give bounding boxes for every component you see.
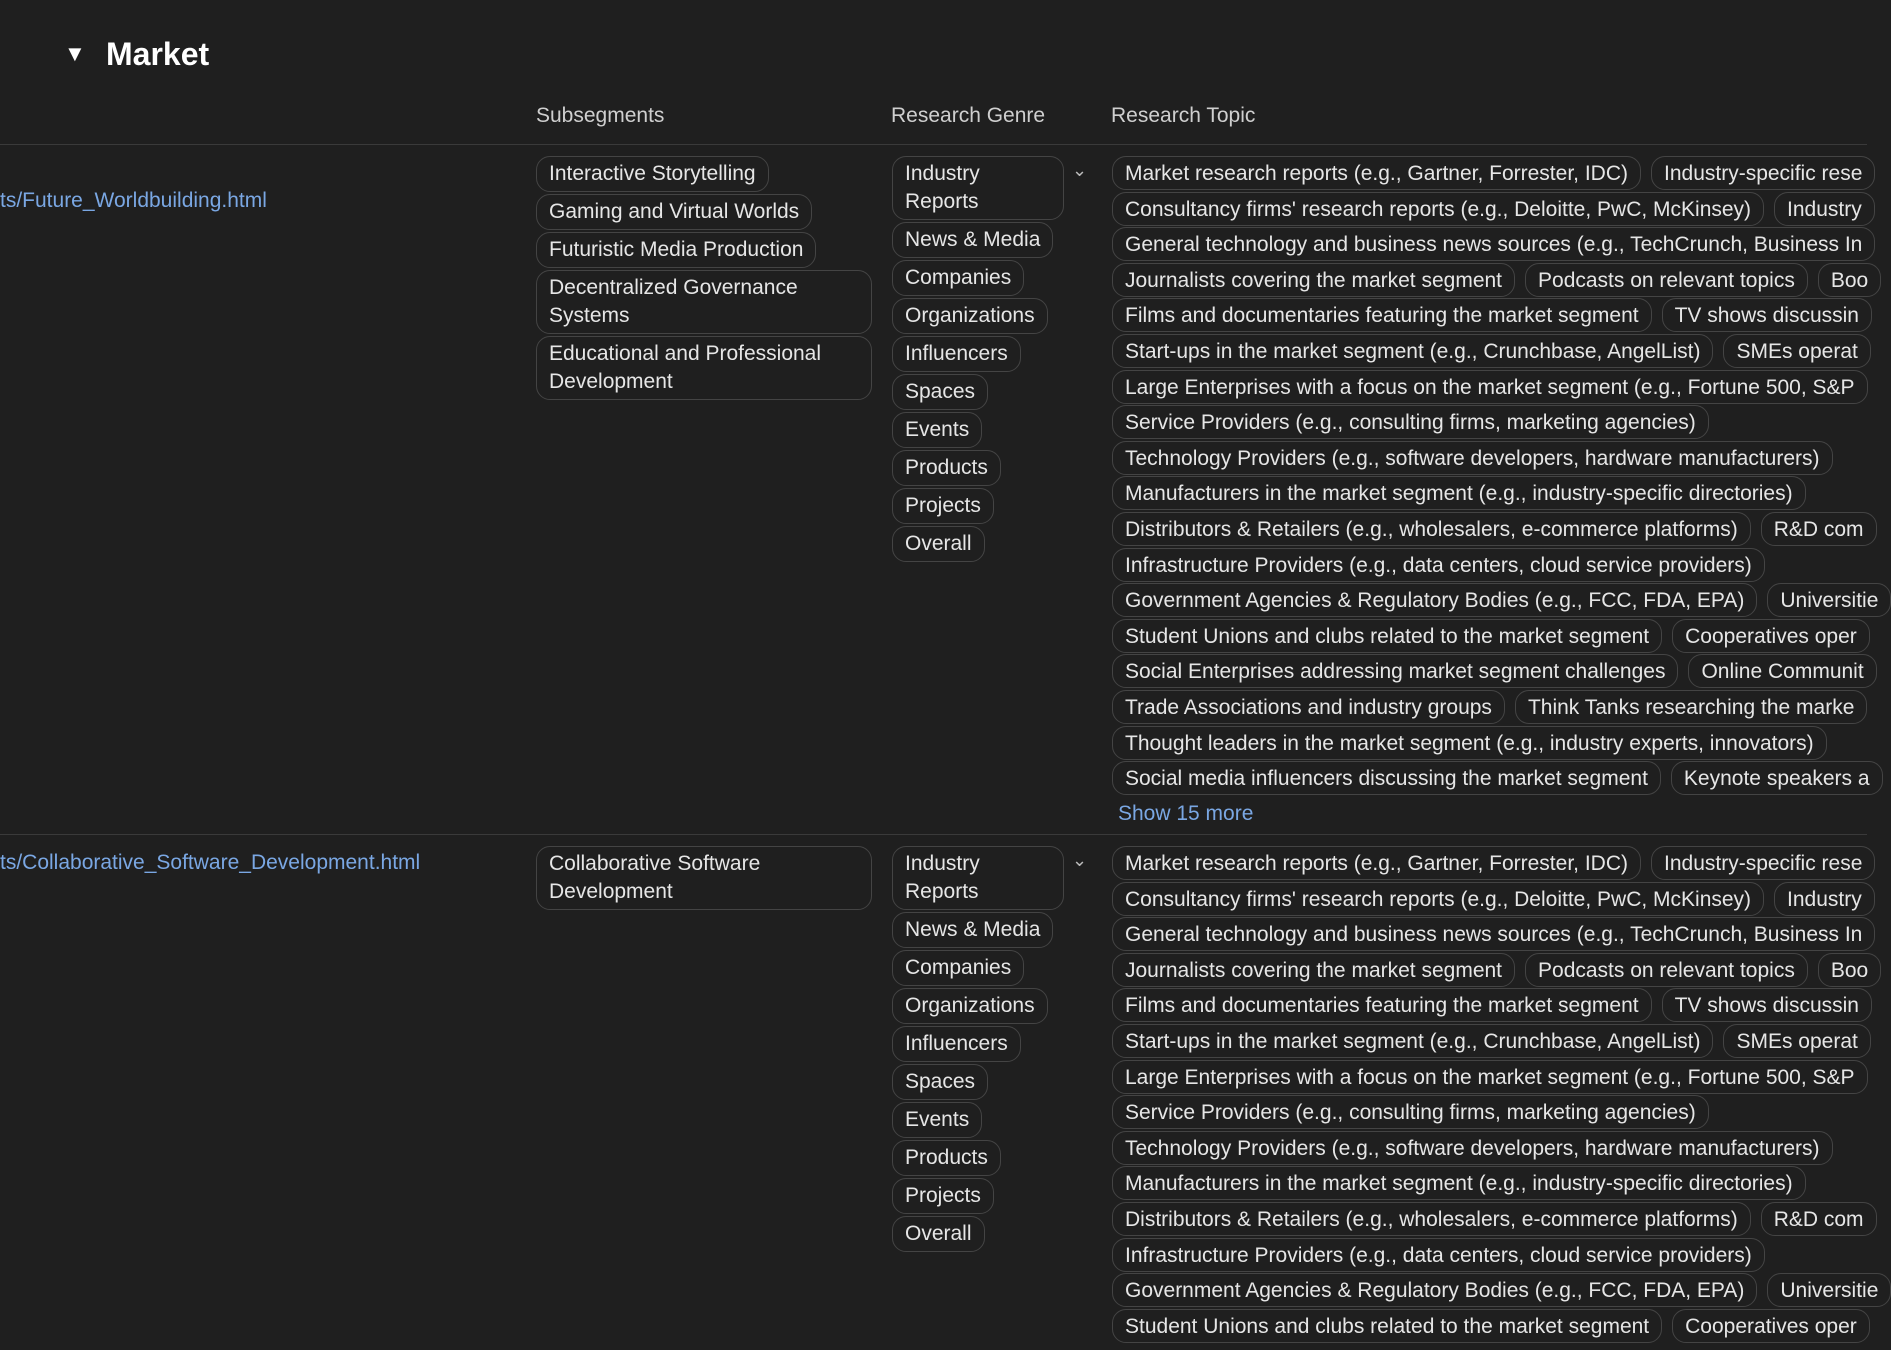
column-header-subsegments: Subsegments	[536, 104, 665, 127]
topic-chip[interactable]: Industry-specific rese	[1651, 156, 1875, 190]
topic-chip[interactable]: Cooperatives oper	[1672, 1309, 1870, 1343]
topic-chip[interactable]: Consultancy firms' research reports (e.g., Deloitte, PwC, McKinsey)	[1112, 882, 1764, 916]
topic-line	[1112, 263, 1867, 297]
topic-line	[1112, 548, 1867, 582]
topic-list	[1112, 156, 1879, 797]
topic-line	[1112, 227, 1867, 261]
genre-chip[interactable]: Projects	[892, 1178, 994, 1214]
topic-chip[interactable]: Industry	[1774, 882, 1875, 916]
topic-line	[1112, 476, 1867, 510]
topic-chip[interactable]: Start-ups in the market segment (e.g., Crunchbase, AngelList)	[1112, 1024, 1713, 1058]
topic-line	[1112, 441, 1867, 475]
topic-chip[interactable]: Service Providers (e.g., consulting firms, marketing agencies)	[1112, 1095, 1709, 1129]
topic-chip[interactable]: Large Enterprises with a focus on the market segment (e.g., Fortune 500, S&P	[1112, 1060, 1868, 1094]
topic-chip[interactable]: Technology Providers (e.g., software developers, hardware manufacturers)	[1112, 1131, 1833, 1165]
genre-chip[interactable]: Industry Reports	[892, 156, 1064, 220]
genre-chip[interactable]: Organizations	[892, 988, 1048, 1024]
genre-chip[interactable]: Overall	[892, 526, 985, 562]
genre-list	[892, 156, 1072, 562]
chevron-down-icon[interactable]: ⌄	[1072, 850, 1088, 870]
topic-line	[1112, 761, 1870, 795]
genre-chip[interactable]: Events	[892, 412, 982, 448]
topic-chip[interactable]: R&D com	[1761, 1202, 1877, 1236]
column-header-topic: Research Topic	[1111, 104, 1256, 127]
topic-list	[1112, 846, 1879, 1344]
topic-line	[1112, 334, 1867, 368]
topic-chip[interactable]: Journalists covering the market segment	[1112, 263, 1515, 297]
subsegments-list	[536, 156, 872, 400]
show-more-link[interactable]: Show 15 more	[1118, 802, 1254, 825]
topic-line	[1112, 1131, 1867, 1165]
collapse-triangle-icon[interactable]: ▼	[64, 41, 86, 66]
topic-line	[1112, 583, 1879, 617]
topic-chip[interactable]: Industry	[1774, 192, 1875, 226]
column-header-genre: Research Genre	[891, 104, 1046, 127]
topic-chip[interactable]: Films and documentaries featuring the market segment	[1112, 988, 1652, 1022]
topic-line	[1112, 1060, 1867, 1094]
topic-chip[interactable]: Consultancy firms' research reports (e.g., Deloitte, PwC, McKinsey)	[1112, 192, 1764, 226]
topic-line	[1112, 1024, 1867, 1058]
topic-chip[interactable]: Government Agencies & Regulatory Bodies (e.g., FCC, FDA, EPA)	[1112, 1273, 1757, 1307]
topic-chip[interactable]: Market research reports (e.g., Gartner, Forrester, IDC)	[1112, 156, 1641, 190]
row-divider	[0, 834, 1867, 835]
topic-line	[1112, 1273, 1879, 1307]
topic-line	[1112, 156, 1867, 190]
topic-chip[interactable]: Technology Providers (e.g., software developers, hardware manufacturers)	[1112, 441, 1833, 475]
topic-chip[interactable]: Infrastructure Providers (e.g., data centers, cloud service providers)	[1112, 1238, 1765, 1272]
topic-line	[1112, 882, 1867, 916]
subsegment-chip[interactable]: Interactive Storytelling	[536, 156, 769, 192]
subsegment-chip[interactable]: Futuristic Media Production	[536, 232, 816, 268]
topic-chip[interactable]: Podcasts on relevant topics	[1525, 953, 1808, 987]
topic-chip[interactable]: R&D com	[1761, 512, 1877, 546]
genre-chip[interactable]: Organizations	[892, 298, 1048, 334]
topic-chip[interactable]: Manufacturers in the market segment (e.g., industry-specific directories)	[1112, 1166, 1806, 1200]
topic-line	[1112, 953, 1867, 987]
topic-line	[1112, 917, 1867, 951]
topic-line	[1112, 405, 1867, 439]
topic-chip[interactable]: Manufacturers in the market segment (e.g., industry-specific directories)	[1112, 476, 1806, 510]
subsegment-chip[interactable]: Decentralized Governance Systems	[536, 270, 872, 334]
genre-chip[interactable]: Products	[892, 450, 1001, 486]
topic-chip[interactable]: Infrastructure Providers (e.g., data centers, cloud service providers)	[1112, 548, 1765, 582]
topic-chip[interactable]: Keynote speakers a	[1671, 761, 1883, 795]
topic-chip[interactable]: TV shows discussin	[1662, 298, 1872, 332]
genre-chip[interactable]: Industry Reports	[892, 846, 1064, 910]
topic-line	[1112, 298, 1867, 332]
topic-chip[interactable]: SMEs operat	[1723, 334, 1870, 368]
topic-chip[interactable]: Boo	[1818, 953, 1881, 987]
genre-chip[interactable]: News & Media	[892, 912, 1053, 948]
topic-line	[1112, 1166, 1867, 1200]
topic-chip[interactable]: Market research reports (e.g., Gartner, Forrester, IDC)	[1112, 846, 1641, 880]
genre-chip[interactable]: Companies	[892, 260, 1024, 296]
genre-chip[interactable]: News & Media	[892, 222, 1053, 258]
topic-chip[interactable]: Social Enterprises addressing market segment challenges	[1112, 654, 1678, 688]
topic-line	[1112, 1309, 1867, 1343]
topic-line	[1112, 619, 1867, 653]
topic-chip[interactable]: Journalists covering the market segment	[1112, 953, 1515, 987]
topic-line	[1112, 512, 1867, 546]
topic-chip[interactable]: Social media influencers discussing the market segment	[1112, 761, 1661, 795]
genre-chip[interactable]: Spaces	[892, 1064, 988, 1100]
genre-chip[interactable]: Products	[892, 1140, 1001, 1176]
topic-line	[1112, 192, 1867, 226]
topic-line	[1112, 1095, 1867, 1129]
topic-chip[interactable]: Large Enterprises with a focus on the market segment (e.g., Fortune 500, S&P	[1112, 370, 1868, 404]
topic-chip[interactable]: Industry-specific rese	[1651, 846, 1875, 880]
topic-chip[interactable]: Student Unions and clubs related to the market segment	[1112, 619, 1662, 653]
topic-chip[interactable]: Start-ups in the market segment (e.g., Crunchbase, AngelList)	[1112, 334, 1713, 368]
topic-chip[interactable]: SMEs operat	[1723, 1024, 1870, 1058]
topic-line	[1112, 654, 1867, 688]
topic-chip[interactable]: Films and documentaries featuring the market segment	[1112, 298, 1652, 332]
header-divider	[0, 144, 1867, 145]
topic-line	[1112, 1202, 1867, 1236]
topic-chip[interactable]: General technology and business news sources (e.g., TechCrunch, Business In	[1112, 227, 1875, 261]
topic-line	[1112, 690, 1867, 724]
genre-chip[interactable]: Companies	[892, 950, 1024, 986]
topic-chip[interactable]: Boo	[1818, 263, 1881, 297]
topic-chip[interactable]: Online Communit	[1688, 654, 1876, 688]
topic-line	[1112, 726, 1867, 760]
genre-chip[interactable]: Influencers	[892, 1026, 1021, 1062]
topic-chip[interactable]: Service Providers (e.g., consulting firms, marketing agencies)	[1112, 405, 1709, 439]
topic-chip[interactable]: Distributors & Retailers (e.g., wholesalers, e-commerce platforms)	[1112, 1202, 1751, 1236]
topic-chip[interactable]: Cooperatives oper	[1672, 619, 1870, 653]
topic-chip[interactable]: Student Unions and clubs related to the market segment	[1112, 1309, 1662, 1343]
topic-chip[interactable]: General technology and business news sources (e.g., TechCrunch, Business In	[1112, 917, 1875, 951]
genre-chip[interactable]: Overall	[892, 1216, 985, 1252]
row-link-collaborative-software[interactable]: ts/Collaborative_Software_Development.html	[0, 851, 421, 874]
topic-chip[interactable]: Podcasts on relevant topics	[1525, 263, 1808, 297]
subsegment-chip[interactable]: Gaming and Virtual Worlds	[536, 194, 812, 230]
topic-chip[interactable]: Distributors & Retailers (e.g., wholesalers, e-commerce platforms)	[1112, 512, 1751, 546]
subsegment-chip[interactable]: Collaborative Software Development	[536, 846, 872, 910]
topic-chip[interactable]: Think Tanks researching the marke	[1515, 690, 1867, 724]
chevron-down-icon[interactable]: ⌄	[1072, 160, 1088, 180]
topic-line	[1112, 846, 1867, 880]
section-title: Market	[106, 35, 210, 72]
topic-chip[interactable]: Universitie	[1767, 583, 1891, 617]
topic-chip[interactable]: Trade Associations and industry groups	[1112, 690, 1505, 724]
genre-chip[interactable]: Influencers	[892, 336, 1021, 372]
genre-chip[interactable]: Events	[892, 1102, 982, 1138]
topic-line	[1112, 988, 1867, 1022]
topic-chip[interactable]: Thought leaders in the market segment (e.g., industry experts, innovators)	[1112, 726, 1827, 760]
topic-chip[interactable]: Government Agencies & Regulatory Bodies (e.g., FCC, FDA, EPA)	[1112, 583, 1757, 617]
genre-chip[interactable]: Projects	[892, 488, 994, 524]
subsegment-chip[interactable]: Educational and Professional Development	[536, 336, 872, 400]
section-toggle[interactable]	[64, 30, 209, 78]
subsegments-list	[536, 846, 872, 910]
row-link-future-worldbuilding[interactable]: ts/Future_Worldbuilding.html	[0, 189, 267, 212]
topic-chip[interactable]: Universitie	[1767, 1273, 1891, 1307]
topic-line	[1112, 370, 1867, 404]
genre-list	[892, 846, 1072, 1252]
genre-chip[interactable]: Spaces	[892, 374, 988, 410]
topic-line	[1112, 1238, 1867, 1272]
topic-chip[interactable]: TV shows discussin	[1662, 988, 1872, 1022]
